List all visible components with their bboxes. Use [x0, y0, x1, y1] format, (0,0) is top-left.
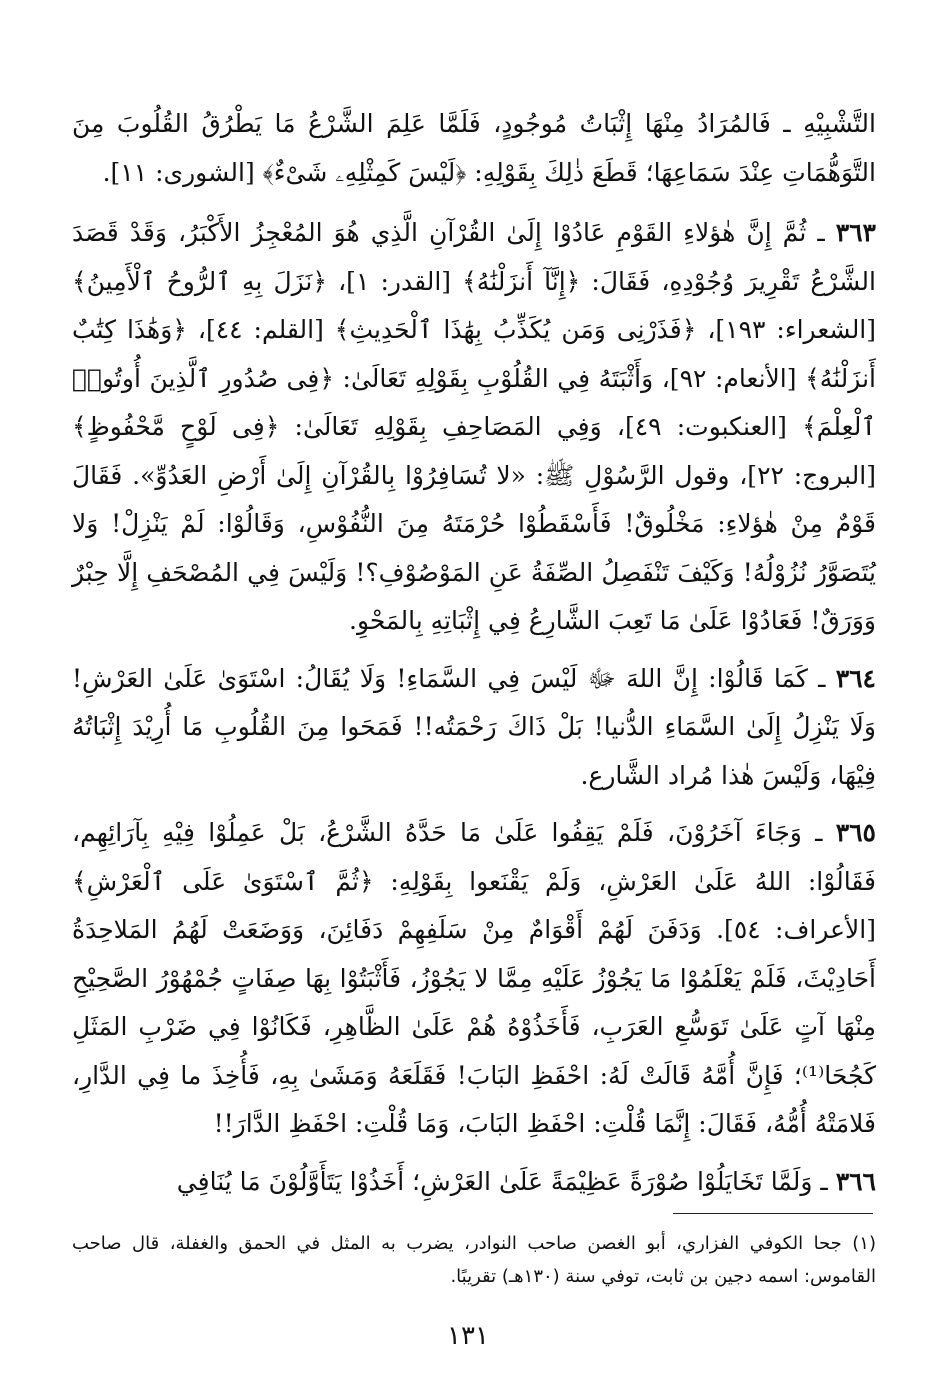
- paragraph-number: ٣٦٦: [835, 1166, 876, 1196]
- paragraph-number: ٣٦٣: [835, 218, 876, 247]
- paragraph-number: ٣٦٤: [835, 663, 876, 693]
- page-number: ١٣١: [447, 1321, 489, 1351]
- paragraph-number: ٣٦٥: [835, 818, 876, 847]
- paragraph-366: [72, 1158, 876, 1207]
- paragraph-text: ـ ثُمَّ إِنَّ هٰؤلاءِ القَوْمِ عَادُوْا إِلَىٰ القُرْآنِ الَّذِي هُوَ المُعْجِزُ الأَكْبَرُ، وَقَدْ قَصَدَ الشَّرْعُ تَقْرِيرَ وُجُوْدِهِ، فَقَالَ: ﴿إِنَّآ أَنزَلْنَٰهُ﴾ [القدر: ١]، ﴿نَزَلَ بِهِ ٱلرُّوحُ ٱلْأَمِينُ﴾ [الشعراء: ١٩٣]، ﴿فَذَرْنِى وَمَن يُكَذِّبُ بِهَٰذَا ٱلْحَدِيثِ﴾ [القلم: ٤٤]، ﴿وَهَٰذَا كِتَٰبٌ أَنزَلْنَٰهُ﴾ [الأنعام: ٩٢]، وَأَثْبَتَهُ فِي القُلُوْبِ بِقَوْلِهِ تَعَالَىٰ: ﴿فِى صُدُورِ ٱلَّذِينَ أُوتُوا۟ ٱلْعِلْمَ﴾ [العنكبوت: ٤٩]، وَفِي المَصَاحِفِ بِقَوْلِهِ تَعَالَىٰ: ﴿فِى لَوْحٍ مَّحْفُوظٍ﴾ [البروج: ٢٢]، وقول الرَّسُوْلِ ﷺ: «لا تُسَافِرُوْا بِالقُرْآنِ إِلَىٰ أَرْضِ العَدُوِّ». فَقَالَ قَوْمٌ مِنْ هٰؤلاءِ: مَخْلُوقٌ! فَأَسْقَطُوْا حُرْمَتَهُ مِنَ النُّفُوْسِ، وَقَالُوْا: لَمْ يَنْزِلْ! وَلا يُتَصَوَّرُ نُزُوْلُهُ! وَكَيْفَ تَنْفَصِلُ الصِّفَةُ عَنِ المَوْصُوْفِ؟! وَلَيْسَ فِي المُصْحَفِ إِلَّا حِبْرٌ وَوَرَقٌ! فَعَادُوْا عَلَىٰ مَا تَعِبَ الشَّارِعُ فِي إِثْبَاتِهِ بِالمَحْوِ.: [72, 218, 877, 635]
- paragraph-363: [72, 209, 876, 646]
- paragraph-text: ـ وَلَمَّا تَخَايَلُوْا صُوْرَةً عَظِيْمَةً عَلَىٰ العَرْشِ؛ أَخَذُوْا يَتَأَوَّلُوْنَ مَا يُنَافِي: [176, 1166, 828, 1196]
- footnote-divider: [673, 1213, 873, 1214]
- page-body: [72, 100, 876, 1215]
- footnote: (١) جحا الكوفي الفزاري، أبو الغصن صاحب النوادر، يضرب به المثل في الحمق والغفلة، قال صاحب القاموس: اسمه دجين بن ثابت، توفي سنة (١٣٠هـ) تقريبًا.: [72, 1233, 876, 1287]
- paragraph-text: ـ كَمَا قَالُوْا: إِنَّ اللهَ ﷻ لَيْسَ فِي السَّمَاءِ! وَلَا يُقَالُ: اسْتَوَىٰ عَلَىٰ العَرْشِ! وَلَا يَنْزِلُ إِلَىٰ السَّمَاءِ الدُّنيا! بَلْ ذَاكَ رَحْمَتُه!! فَمَحَوا مِنَ القُلُوبِ مَا أُرِيْدَ إِثْبَاتُهُ فِيْهَا، وَلَيْسَ هٰذا مُراد الشَّارع.: [72, 663, 876, 790]
- paragraph-364: [72, 655, 876, 801]
- paragraph-text: التَّشْبِيْهِ ـ فَالمُرَادُ مِنْهَا إِثْبَاتُ مُوجُودٍ، فَلَمَّا عَلِمَ الشَّرْعُ مَا يَطْرُقُ القُلُوبَ مِنَ التَّوَهُّمَاتِ عِنْدَ سَمَاعِهَا؛ قَطَعَ ذٰلِكَ بِقَوْلِهِ: ﴿لَيْسَ كَمِثْلِهِۦ شَىْءٌ﴾ [الشورى: ١١].: [72, 109, 876, 187]
- paragraph-continuation: [72, 100, 876, 197]
- paragraph-text: ـ وَجَاءَ آخَرُوْنَ، فَلَمْ يَقِفُوا عَلَىٰ مَا حَدَّهُ الشَّرْعُ، بَلْ عَمِلُوْا فِيْهِ بِآرَائِهِم، فَقَالُوْا: اللهُ عَلَىٰ العَرْشِ، وَلَمْ يَقْنَعوا بِقَوْلِهِ: ﴿ثُمَّ ٱسْتَوَىٰ عَلَى ٱلْعَرْشِ﴾ [الأعراف: ٥٤]. وَدَفَنَ لَهُمْ أَقْوَامٌ مِنْ سَلَفِهِمْ دَفَائِنَ، وَوَضَعَتْ لَهُمُ المَلاحِدَةُ أَحَادِيْثَ، فَلَمْ يَعْلَمُوْا مَا يَجُوْزُ عَلَيْهِ مِمَّا لا يَجُوْزُ، فَأَثْبَتُوْا بِهَا صِفَاتٍ جُمْهُوْرُ الصَّحِيْحِ مِنْهَا آتٍ عَلَىٰ تَوَسُّعِ العَرَبِ، فَأَخَذُوْهُ هُمْ عَلَىٰ الظَّاهِرِ، فَكَانُوْا فِي ضَرْبِ المَثَلِ كَجُحَا⁽¹⁾؛ فَإِنَّ أُمَّهُ قَالَتْ لَهُ: احْفَظِ البَابَ! فَقَلَعَهُ وَمَشَىٰ بِهِ، فَأُخِذَ ما فِي الدَّارِ، فَلامَتْهُ أُمُّهُ، فَقَالَ: إِنَّمَا قُلْتِ: احْفَظِ البَابَ، وَمَا قُلْتِ: احْفَظِ الدَّارَ!!: [72, 818, 876, 1138]
- paragraph-365: [72, 809, 876, 1149]
